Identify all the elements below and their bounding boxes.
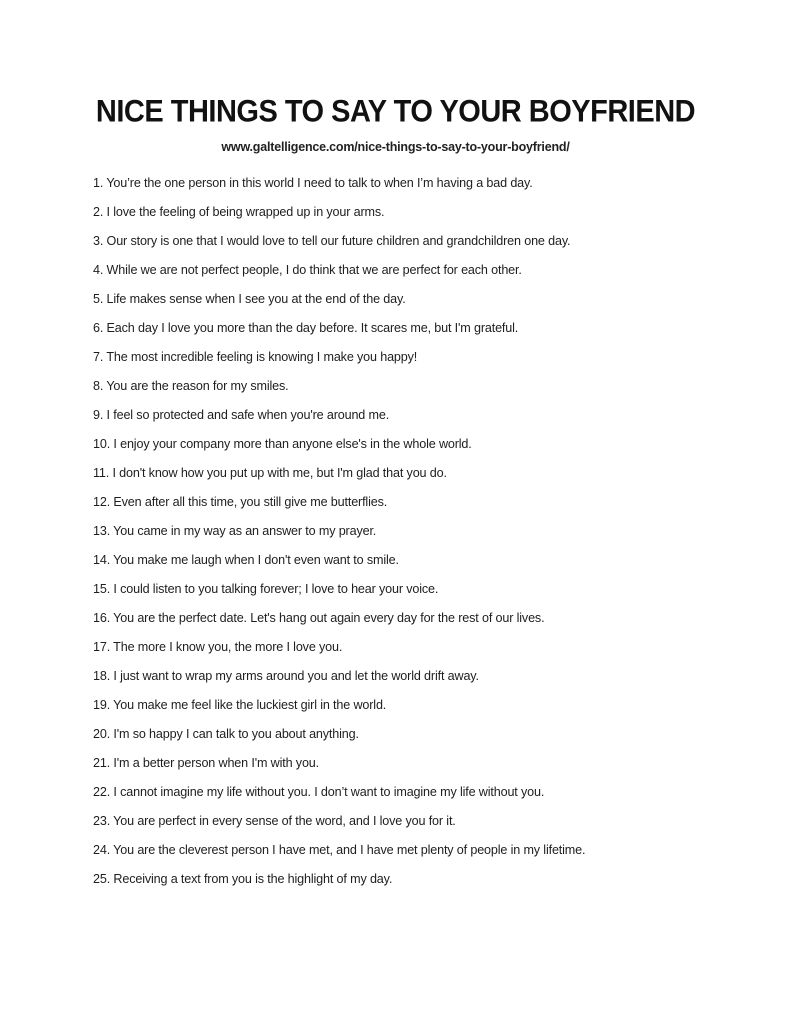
list-item: 24. You are the cleverest person I have met, and I have met plenty of people in my lifetime. — [93, 843, 586, 857]
phrase-list — [93, 175, 585, 900]
list-item: 11. I don't know how you put up with me, but I'm glad that you do. — [93, 466, 447, 480]
list-item: 18. I just want to wrap my arms around you and let the world drift away. — [93, 669, 479, 683]
list-item: 10. I enjoy your company more than anyone else's in the whole world. — [93, 437, 472, 451]
list-item: 16. You are the perfect date. Let's hang out again every day for the rest of our lives. — [93, 611, 545, 625]
list-item: 23. You are perfect in every sense of the word, and I love you for it. — [93, 814, 456, 828]
list-item: 4. While we are not perfect people, I do think that we are perfect for each other. — [93, 263, 522, 277]
list-item: 2. I love the feeling of being wrapped up in your arms. — [93, 205, 385, 219]
list-item: 6. Each day I love you more than the day before. It scares me, but I'm grateful. — [93, 321, 519, 335]
list-item: 8. You are the reason for my smiles. — [93, 379, 289, 393]
page-title: NICE THINGS TO SAY TO YOUR BOYFRIEND — [95, 94, 696, 130]
list-item: 15. I could listen to you talking forever; I love to hear your voice. — [93, 582, 439, 596]
list-item: 3. Our story is one that I would love to tell our future children and grandchildren one day. — [93, 234, 571, 248]
list-item: 13. You came in my way as an answer to my prayer. — [93, 524, 377, 538]
list-item: 22. I cannot imagine my life without you. I don’t want to imagine my life without you. — [93, 785, 545, 799]
list-item: 9. I feel so protected and safe when you're around me. — [93, 408, 390, 422]
list-item: 19. You make me feel like the luckiest girl in the world. — [93, 698, 387, 712]
list-item: 20. I'm so happy I can talk to you about anything. — [93, 727, 359, 741]
list-item: 5. Life makes sense when I see you at the end of the day. — [93, 292, 406, 306]
list-item: 25. Receiving a text from you is the highlight of my day. — [93, 872, 393, 886]
list-item: 21. I'm a better person when I'm with you. — [93, 756, 320, 770]
list-item: 12. Even after all this time, you still give me butterflies. — [93, 495, 388, 509]
list-item: 14. You make me laugh when I don't even want to smile. — [93, 553, 399, 567]
list-item: 17. The more I know you, the more I love you. — [93, 640, 343, 654]
list-item: 7. The most incredible feeling is knowing I make you happy! — [93, 350, 418, 364]
source-url: www.galtelligence.com/nice-things-to-say-to-your-boyfriend/ — [221, 140, 570, 154]
list-item: 1. You’re the one person in this world I need to talk to when I’m having a bad day. — [93, 176, 533, 190]
